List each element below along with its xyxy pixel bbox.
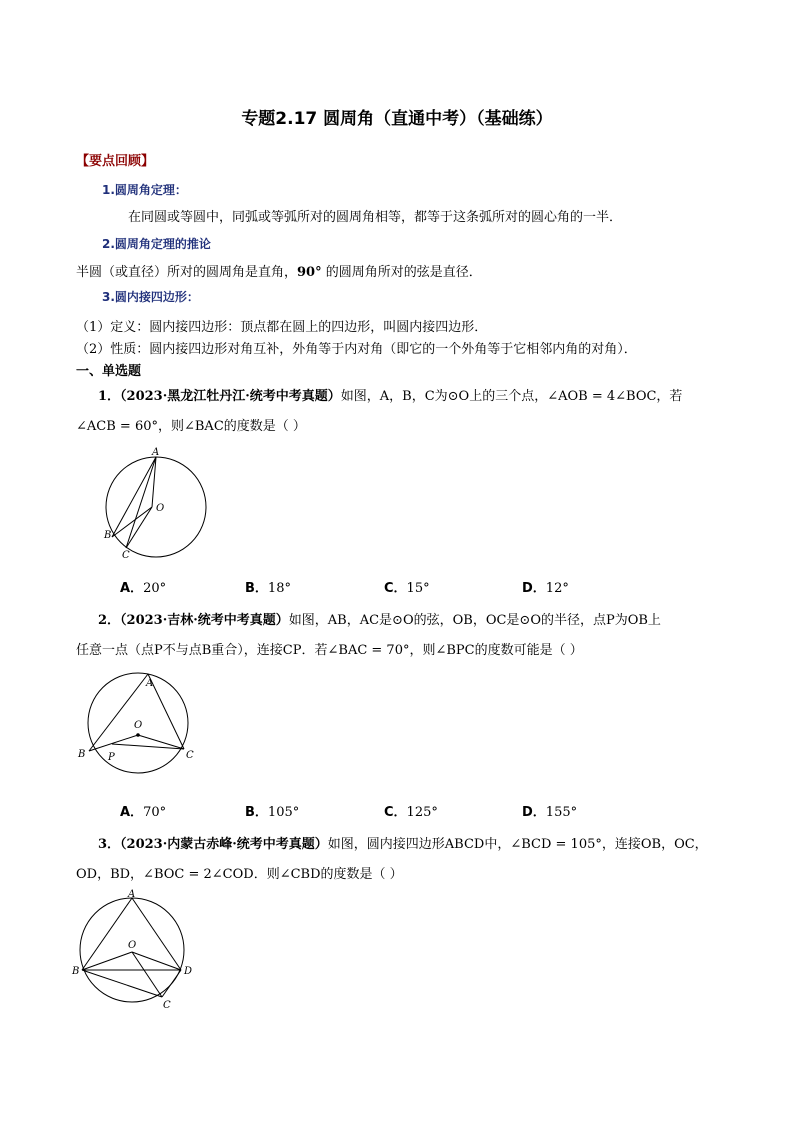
review-header: 【要点回顾】 <box>76 154 155 169</box>
corollary-text: 半圆（或直径）所对的圆周角是直角，90° 的圆周角所对的弦是直径． <box>76 265 482 280</box>
theorem-text: 在同圆或等圆中，同弧或等弧所对的圆周角相等，都等于这条弧所对的圆心角的一半． <box>128 210 623 225</box>
q3-segment-ob <box>82 952 132 970</box>
q3-side-bc <box>82 970 162 997</box>
page-title: 专题2.17 圆周角（直通中考）（基础练） <box>241 109 553 129</box>
q3-side-cd <box>162 970 181 997</box>
q1-option-c[interactable]: C．15° <box>384 581 430 596</box>
question-3-line-1: 3．（2023·内蒙古赤峰·统考中考真题）如图，圆内接四边形ABCD中，∠BCD = 105°，连接OB，OC， <box>98 837 708 852</box>
question-1-line-1: 1．（2023·黑龙江牡丹江·统考中考真题）如图，A，B，C为⊙O上的三个点，∠AOB = 4∠BOC，若 <box>98 389 683 404</box>
q2-chord-ab <box>89 674 148 751</box>
question-3-line-2: OD，BD，∠BOC = 2∠COD．则∠CBD的度数是（ ） <box>76 867 403 882</box>
q2-label-c: C <box>186 750 194 761</box>
q3-label-a: A <box>128 889 136 900</box>
q3-label-o: O <box>128 940 137 951</box>
q3-label-b: B <box>72 966 80 977</box>
q2-option-b[interactable]: B．105° <box>245 805 300 820</box>
q1-label-o: O <box>156 503 165 514</box>
q3-segment-oc <box>132 952 162 997</box>
q3-segment-od <box>132 952 181 970</box>
q2-label-p: P <box>108 752 115 763</box>
q2-center-dot <box>136 733 140 737</box>
q2-radius-oc <box>138 735 184 749</box>
q1-segment-co <box>126 507 152 548</box>
q2-label-o: O <box>134 720 143 731</box>
q3-label-c: C <box>163 1000 171 1011</box>
q1-option-b[interactable]: B．18° <box>245 581 291 596</box>
q3-side-ab <box>82 898 132 970</box>
inscribed-quad-property: （2）性质：圆内接四边形对角互补，外角等于内对角（即它的一个外角等于它相邻内角的对角）． <box>76 342 637 357</box>
question-1-figure <box>100 445 220 565</box>
q2-label-b: B <box>78 749 86 760</box>
q1-segment-bo <box>112 507 152 537</box>
q2-segment-cp <box>112 744 184 749</box>
q1-label-c: C <box>122 550 130 561</box>
q2-option-d[interactable]: D．155° <box>522 805 578 820</box>
corollary-heading: 2.圆周角定理的推论 <box>102 237 211 251</box>
theorem-heading: 1.圆周角定理： <box>102 183 187 197</box>
q2-radius-ob <box>89 735 138 751</box>
q3-side-ad <box>132 898 181 970</box>
q1-option-a[interactable]: A．20° <box>120 581 167 596</box>
q1-option-d[interactable]: D．12° <box>522 581 569 596</box>
question-3-figure <box>70 888 200 1013</box>
question-2-line-1: 2．（2023·吉林·统考中考真题）如图，AB，AC是⊙O的弦，OB，OC是⊙O的半径，点P为OB上 <box>98 613 661 628</box>
q2-label-a: A <box>146 678 154 689</box>
inscribed-quad-heading: 3.圆内接四边形： <box>102 290 199 304</box>
q2-option-c[interactable]: C．125° <box>384 805 438 820</box>
q1-label-a: A <box>152 447 160 458</box>
inscribed-quad-definition: （1）定义：圆内接四边形：顶点都在圆上的四边形，叫圆内接四边形． <box>76 320 488 335</box>
question-2-figure <box>76 668 200 778</box>
q2-option-a[interactable]: A．70° <box>120 805 167 820</box>
question-2-line-2: 任意一点（点P不与点B重合），连接CP．若∠BAC = 70°，则∠BPC的度数可能是（ ） <box>76 643 583 658</box>
q2-chord-ac <box>148 674 184 749</box>
q3-label-d: D <box>184 966 193 977</box>
q1-label-b: B <box>104 530 112 541</box>
section-heading-single-choice: 一、单选题 <box>76 364 142 379</box>
question-1-line-2: ∠ACB = 60°，则∠BAC的度数是（ ） <box>76 419 306 434</box>
